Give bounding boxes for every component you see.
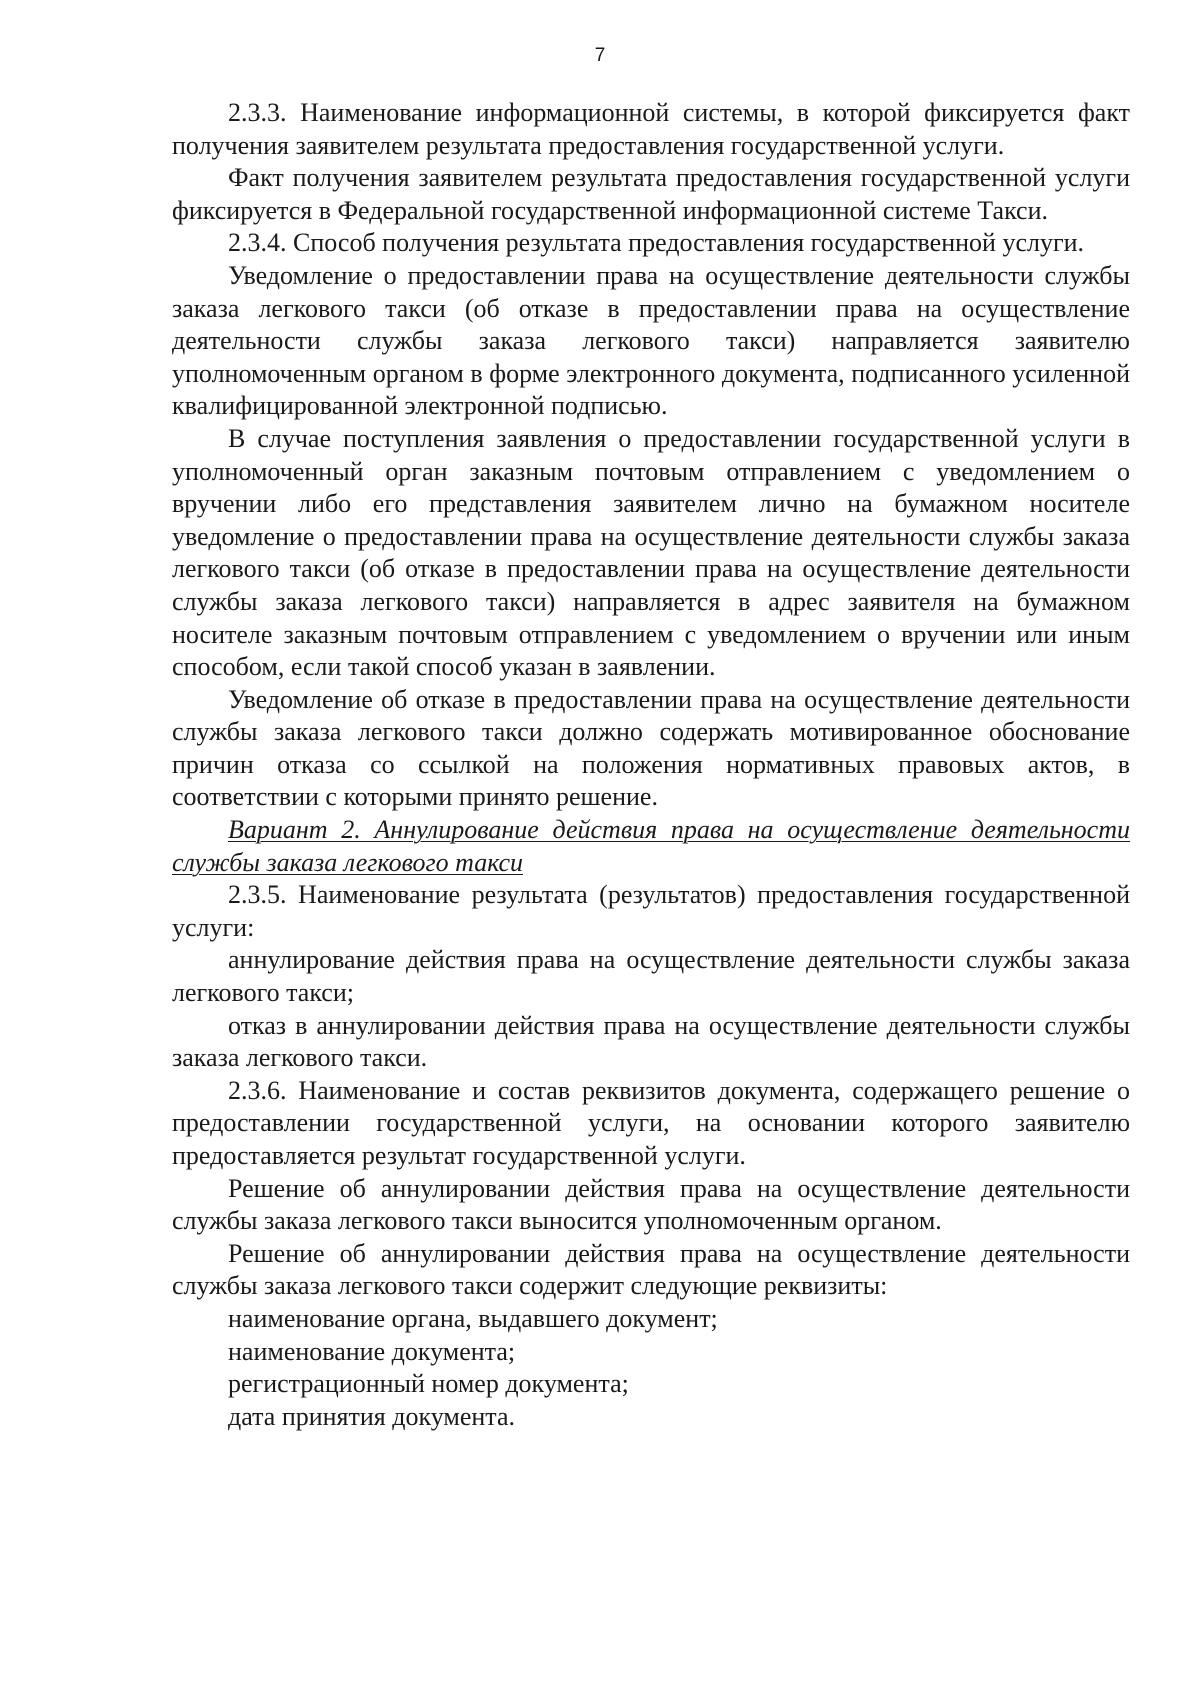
section-2-3-4-heading: 2.3.4. Способ получения результата предоставления государственной услуги.	[228, 228, 1085, 258]
paragraph: Факт получения заявителем результата предоставления государственной услуги фиксируется в Федеральной государственной информационной системе Такси.	[172, 163, 1130, 225]
requisite-item: регистрационный номер документа;	[228, 1369, 629, 1399]
variant-2-heading	[172, 814, 1130, 879]
section-2-3-3-heading: 2.3.3. Наименование информационной системы, в которой фиксируется факт получения заявителем результата предоставления государственной услуги.	[172, 98, 1130, 160]
page-number: 7	[594, 45, 606, 66]
paragraph: Решение об аннулировании действия права на осуществление деятельности службы заказа легкового такси содержит следующие реквизиты:	[172, 1238, 1130, 1301]
section-2-3-6-heading: 2.3.6. Наименование и состав реквизитов документа, содержащего решение о предоставлении государственной услуги, на основании которого заявителю предоставляется результат государственной услуги.	[172, 1075, 1130, 1170]
paragraph: Уведомление об отказе в предоставлении права на осуществление деятельности службы заказа легкового такси должно содержать мотивированное обоснование причин отказа со ссылкой на положения нормативных правовых актов, в соответствии с которыми принято решение.	[172, 684, 1130, 812]
document-body	[172, 97, 1130, 1433]
list-paragraph: аннулирование действия права на осуществление деятельности службы заказа легкового такси;	[172, 945, 1130, 1008]
paragraph: В случае поступления заявления о предоставлении государственной услуги в уполномоченный орган заказным почтовым отправлением с уведомлением о вручении либо его представления заявителем лично на бумажном носителе уведомление о предоставлении права на осуществление деятельности службы заказа легкового такси (об отказе в предоставлении права на осуществление деятельности службы заказа легкового такси) направляется в адрес заявителя на бумажном носителе заказным почтовым отправлением с уведомлением о вручении или иным способом, если такой способ указан в заявлении.	[172, 423, 1130, 682]
section-2-3-5-heading: 2.3.5. Наименование результата (результатов) предоставления государственной услуги:	[172, 880, 1130, 942]
requisite-item: наименование документа;	[228, 1336, 516, 1366]
requisite-item: наименование органа, выдавшего документ;	[228, 1303, 718, 1333]
paragraph: Уведомление о предоставлении права на осуществление деятельности службы заказа легкового такси (об отказе в предоставлении права на осуществление деятельности службы заказа легкового такси) направляется заявителю уполномоченным органом в форме электронного документа, подписанного усиленной квалифицированной электронной подписью.	[172, 260, 1130, 421]
paragraph: Решение об аннулировании действия права на осуществление деятельности службы заказа легкового такси выносится уполномоченным органом.	[172, 1173, 1130, 1236]
list-paragraph: отказ в аннулировании действия права на осуществление деятельности службы заказа легкового такси.	[172, 1010, 1130, 1073]
variant-2-heading-text: Вариант 2. Аннулирование действия права на осуществление деятельности службы заказа легкового такси	[172, 815, 1130, 877]
requisite-item: дата принятия документа.	[228, 1401, 516, 1431]
